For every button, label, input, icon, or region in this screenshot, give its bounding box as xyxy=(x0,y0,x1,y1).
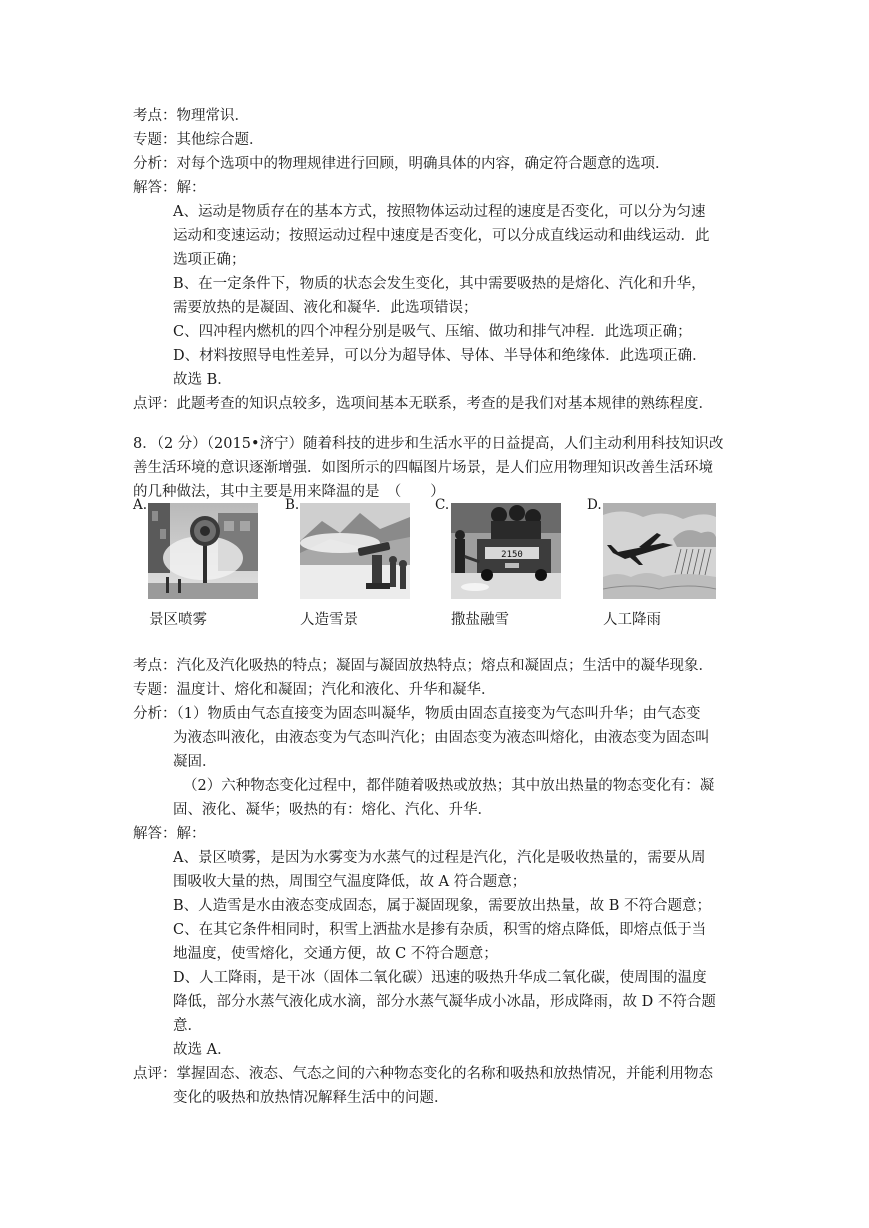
option-b-photo xyxy=(300,503,410,599)
option-a-photo xyxy=(148,503,258,599)
q8-stem-line: 8．（2 分）（2015•济宁）随着科技的进步和生活水平的日益提高，人们主动利用科技知识改 xyxy=(133,436,724,452)
q8-fenxi-line: （2）六种物态变化过程中，都伴随着吸热或放热；其中放出热量的物态变化有：凝 xyxy=(183,778,715,794)
option-d-letter: D. xyxy=(587,497,602,513)
q8-fenxi-line: 固、液化、凝华；吸热的有：熔化、汽化、升华． xyxy=(173,802,492,818)
q8-dianping-line: 点评：掌握固态、液态、气态之间的六种物态变化的名称和吸热和放热情况，并能利用物态 xyxy=(133,1066,713,1082)
q8-answer-line: 围吸收大量的热，周围空气温度降低，故 A 符合题意； xyxy=(173,874,527,890)
q7-kaodian: 考点：物理常识． xyxy=(133,108,249,124)
q7-answer-line: A、运动是物质存在的基本方式，按照物体运动过程的速度是否变化，可以分为匀速 xyxy=(173,204,706,220)
q7-answer-line: 选项正确； xyxy=(173,252,246,268)
q7-answer-line: 运动和变速运动；按照运动过程中速度是否变化，可以分成直线运动和曲线运动．此 xyxy=(173,228,710,244)
q8-answer-line: C、在其它条件相同时，积雪上洒盐水是掺有杂质，积雪的熔点降低，即熔点低于当 xyxy=(173,922,707,938)
q8-fenxi-line: 分析：（1）物质由气态直接变为固态叫凝华，物质由固态直接变为气态叫升华；由气态变 xyxy=(133,706,701,722)
q8-stem-line: 的几种做法，其中主要是用来降温的是 （ ） xyxy=(133,484,445,500)
q8-dianping-line: 变化的吸热和放热情况解释生活中的问题． xyxy=(173,1090,449,1106)
option-b-caption: 人造雪景 xyxy=(300,612,358,628)
q8-answer-line: B、人造雪是水由液态变成固态，属于凝固现象，需要放出热量，故 B 不符合题意； xyxy=(173,898,712,914)
option-d-caption: 人工降雨 xyxy=(603,612,661,628)
q7-jieda: 解答：解： xyxy=(133,180,206,196)
truck-plate: 2150 xyxy=(501,550,523,560)
q7-dianping: 点评：此题考查的知识点较多，选项间基本无联系，考查的是我们对基本规律的熟练程度． xyxy=(133,396,713,412)
q8-fenxi-line: 为液态叫液化，由液态变为气态叫汽化；由固态变为液态叫熔化，由液态变为固态叫 xyxy=(173,730,710,746)
q8-answer-line: 意． xyxy=(173,1018,202,1034)
q8-answer-line: 降低，部分水蒸气液化成水滴，部分水蒸气凝华成小冰晶，形成降雨，故 D 不符合题 xyxy=(173,994,716,1010)
q8-answer-line: 故选 A． xyxy=(173,1042,232,1058)
q8-jieda: 解答：解： xyxy=(133,826,206,842)
q8-answer-line: A、景区喷雾，是因为水雾变为水蒸气的过程是汽化，汽化是吸收热量的，需要从周 xyxy=(173,850,706,866)
q7-answer-line: B、在一定条件下，物质的状态会发生变化，其中需要吸热的是熔化、汽化和升华， xyxy=(173,276,706,292)
option-a-letter: A. xyxy=(133,497,148,513)
q8-kaodian: 考点：汽化及汽化吸热的特点；凝固与凝固放热特点；熔点和凝固点；生活中的凝华现象． xyxy=(133,658,713,674)
q8-answer-line: 地温度，使雪熔化，交通方便，故 C 不符合题意； xyxy=(173,946,498,962)
q7-answer-line: D、材料按照导电性差异，可以分为超导体、导体、半导体和绝缘体．此选项正确． xyxy=(173,348,707,364)
q7-fenxi: 分析：对每个选项中的物理规律进行回顾，明确具体的内容，确定符合题意的选项． xyxy=(133,156,670,172)
q8-zhuanti: 专题：温度计、熔化和凝固；汽化和液化、升华和凝华． xyxy=(133,682,496,698)
option-c-letter: C. xyxy=(435,497,450,513)
q7-zhuanti: 专题：其他综合题． xyxy=(133,132,264,148)
option-a-caption: 景区喷雾 xyxy=(149,612,207,628)
q7-answer-line: 需要放热的是凝固、液化和凝华．此选项错误； xyxy=(173,300,478,316)
q7-answer-line: 故选 B． xyxy=(173,372,232,388)
option-b-letter: B. xyxy=(285,497,300,513)
q8-stem-line: 善生活环境的意识逐渐增强．如图所示的四幅图片场景，是人们应用物理知识改善生活环境 xyxy=(133,460,713,476)
q7-answer-line: C、四冲程内燃机的四个冲程分别是吸气、压缩、做功和排气冲程．此选项正确； xyxy=(173,324,692,340)
q8-answer-line: D、人工降雨，是干冰（固体二氧化碳）迅速的吸热升华成二氧化碳，使周围的温度 xyxy=(173,970,707,986)
option-c-photo xyxy=(451,503,561,599)
q8-fenxi-line: 凝固． xyxy=(173,754,217,770)
option-c-caption: 撒盐融雪 xyxy=(451,612,509,628)
option-d-photo xyxy=(603,503,716,599)
